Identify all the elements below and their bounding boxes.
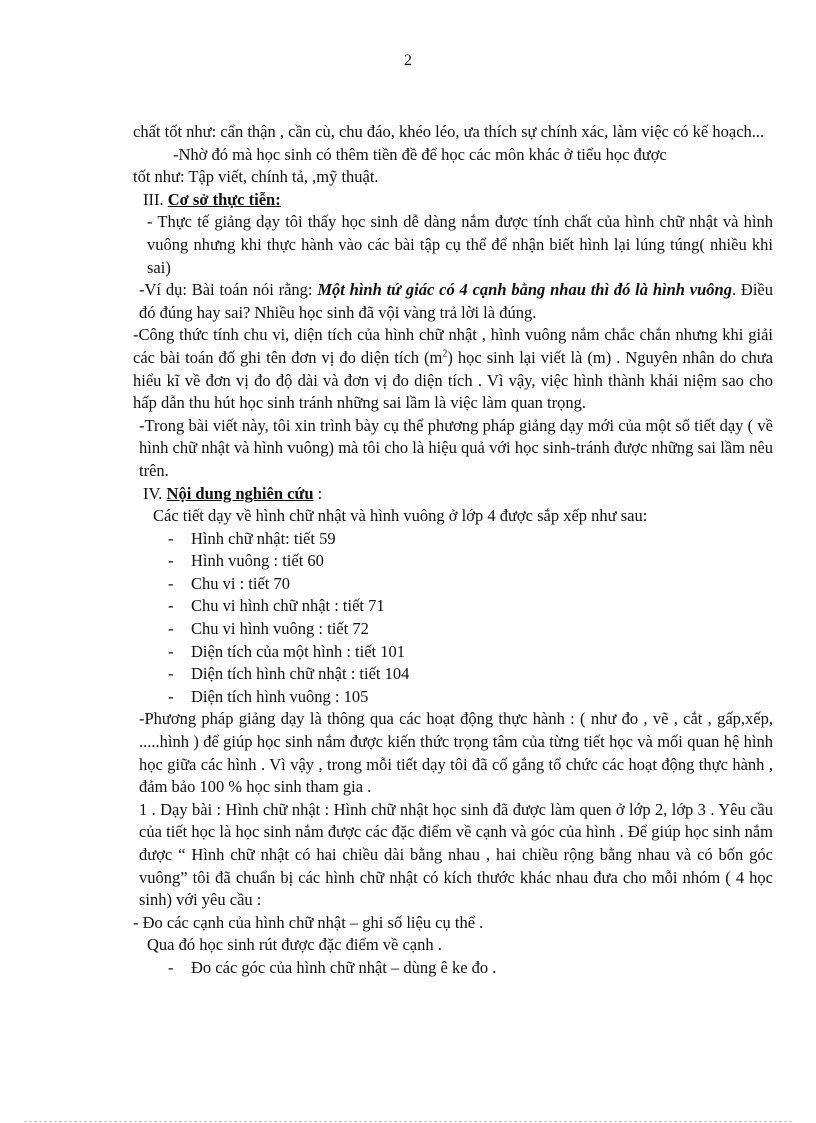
paragraph-line-3: tốt như: Tập viết, chính tả, ,mỹ thuật. bbox=[133, 167, 379, 187]
superscript: 2 bbox=[442, 348, 448, 360]
section-number: III. bbox=[143, 189, 164, 209]
paragraph-example bbox=[133, 279, 773, 324]
paragraph-measure-sides: - Đo các cạnh của hình chữ nhật – ghi số liệu cụ thể . bbox=[133, 912, 484, 932]
page-bottom-divider bbox=[24, 1121, 792, 1122]
list-item: - Hình chữ nhật: tiết 59 bbox=[133, 528, 773, 551]
example-suffix: . Điều đó đúng hay sai? Nhiều học sinh đã vội vàng trả lời là đúng. bbox=[139, 280, 773, 322]
paragraph-conclusion: Qua đó học sinh rút được đặc điểm về cạnh . bbox=[147, 935, 442, 955]
example-statement: Một hình tứ giác có 4 cạnh bằng nhau thì đó là hình vuông bbox=[317, 280, 732, 300]
list-item: - Diện tích của một hình : tiết 101 bbox=[133, 641, 773, 664]
section-colon: : bbox=[313, 483, 323, 503]
paragraph-formula bbox=[133, 324, 773, 414]
paragraph-line-1: chất tốt như: cẩn thận , cần cù, chu đáo, khéo léo, ưa thích sự chính xác, làm việc có kế hoạch... bbox=[133, 122, 765, 141]
list-item: - Diện tích hình vuông : 105 bbox=[133, 686, 773, 709]
section-heading-3 bbox=[133, 189, 773, 212]
section-title: Cơ sở thực tiễn bbox=[167, 189, 276, 209]
list-item: - Đo các góc của hình chữ nhật – dùng ê ke đo . bbox=[133, 957, 773, 980]
paragraph-practice: - Thực tế giảng dạy tôi thấy học sinh dễ dàng nắm được tính chất của hình chữ nhật và hình vuông nhưng khi thực hành vào các bài tập cụ thể để nhận biết hình lại lúng túng( nhiều khi sai) bbox=[147, 212, 773, 277]
list-item: - Chu vi : tiết 70 bbox=[133, 573, 773, 596]
final-list bbox=[133, 957, 773, 980]
lesson-list bbox=[133, 528, 773, 709]
section-title: Nội dung nghiên cứu bbox=[166, 483, 314, 503]
paragraph-method: -Phương pháp giảng dạy là thông qua các hoạt động thực hành : ( như đo , vẽ , cắt , gấp,xếp, .....hình ) để giúp học sinh nắm được kiến thức trọng tâm của từng tiết học và mối quan hệ hình học giữa các hình . Vì vậy , trong mỗi tiết dạy tôi đã cố gắng tổ chức các hoạt động thực hành , đảm bảo 100 % học sinh tham gia . bbox=[139, 709, 773, 797]
paragraph-article: -Trong bài viết này, tôi xin trình bày cụ thể phương pháp giảng dạy mới của một số tiết dạy ( về hình chữ nhật và hình vuông) mà tôi cho là hiệu quả với học sinh-tránh được những sai lầm nêu trên. bbox=[139, 415, 773, 480]
formula-text-b: ) học sinh lại viết là (m) . Nguyên nhân do chưa hiểu kĩ về đơn vị đo độ dài và đơn vị đo diện tích . Vì vậy, việc hình thành khái niệm sao cho hấp dẫn thu hút học sinh tránh những sai lầm là việc làm quan trọng. bbox=[133, 347, 773, 413]
example-prefix: -Ví dụ: Bài toán nói rằng: bbox=[139, 280, 318, 300]
section-colon: : bbox=[275, 189, 281, 209]
paragraph-line-2: -Nhờ đó mà học sinh có thêm tiền đề để học các môn khác ở tiểu học được bbox=[173, 144, 667, 164]
formula-text-a: -Công thức tính chu vi, diện tích của hình chữ nhật , hình vuông nắm chắc chắn nhưng khi giải các bài toán đố ghi tên đơn vị đo diện tích (m bbox=[133, 325, 773, 367]
paragraph-lessons-intro: Các tiết dạy về hình chữ nhật và hình vuông ở lớp 4 được sắp xếp như sau: bbox=[153, 506, 648, 526]
list-item: - Chu vi hình chữ nhật : tiết 71 bbox=[133, 595, 773, 618]
list-item: - Hình vuông : tiết 60 bbox=[133, 550, 773, 573]
page-number: 2 bbox=[404, 52, 412, 69]
paragraph-lesson-1: 1 . Dạy bài : Hình chữ nhật : Hình chữ nhật học sinh đã được làm quen ở lớp 2, lớp 3 . Yêu cầu của tiết học là học sinh nắm được các đặc điểm về cạnh và góc của hình . Để giúp học sinh nắm được “ Hình chữ nhật có hai chiều dài bằng nhau , hai chiều rộng bằng nhau và có bốn góc vuông” tôi đã chuẩn bị các hình chữ nhật có kích thước khác nhau đưa cho mỗi nhóm ( 4 học sinh) với yêu cầu : bbox=[139, 799, 773, 910]
document-body bbox=[133, 121, 773, 980]
section-number: IV. bbox=[143, 483, 163, 503]
section-heading-4 bbox=[133, 483, 773, 506]
list-item: - Diện tích hình chữ nhật : tiết 104 bbox=[133, 663, 773, 686]
list-item: - Chu vi hình vuông : tiết 72 bbox=[133, 618, 773, 641]
